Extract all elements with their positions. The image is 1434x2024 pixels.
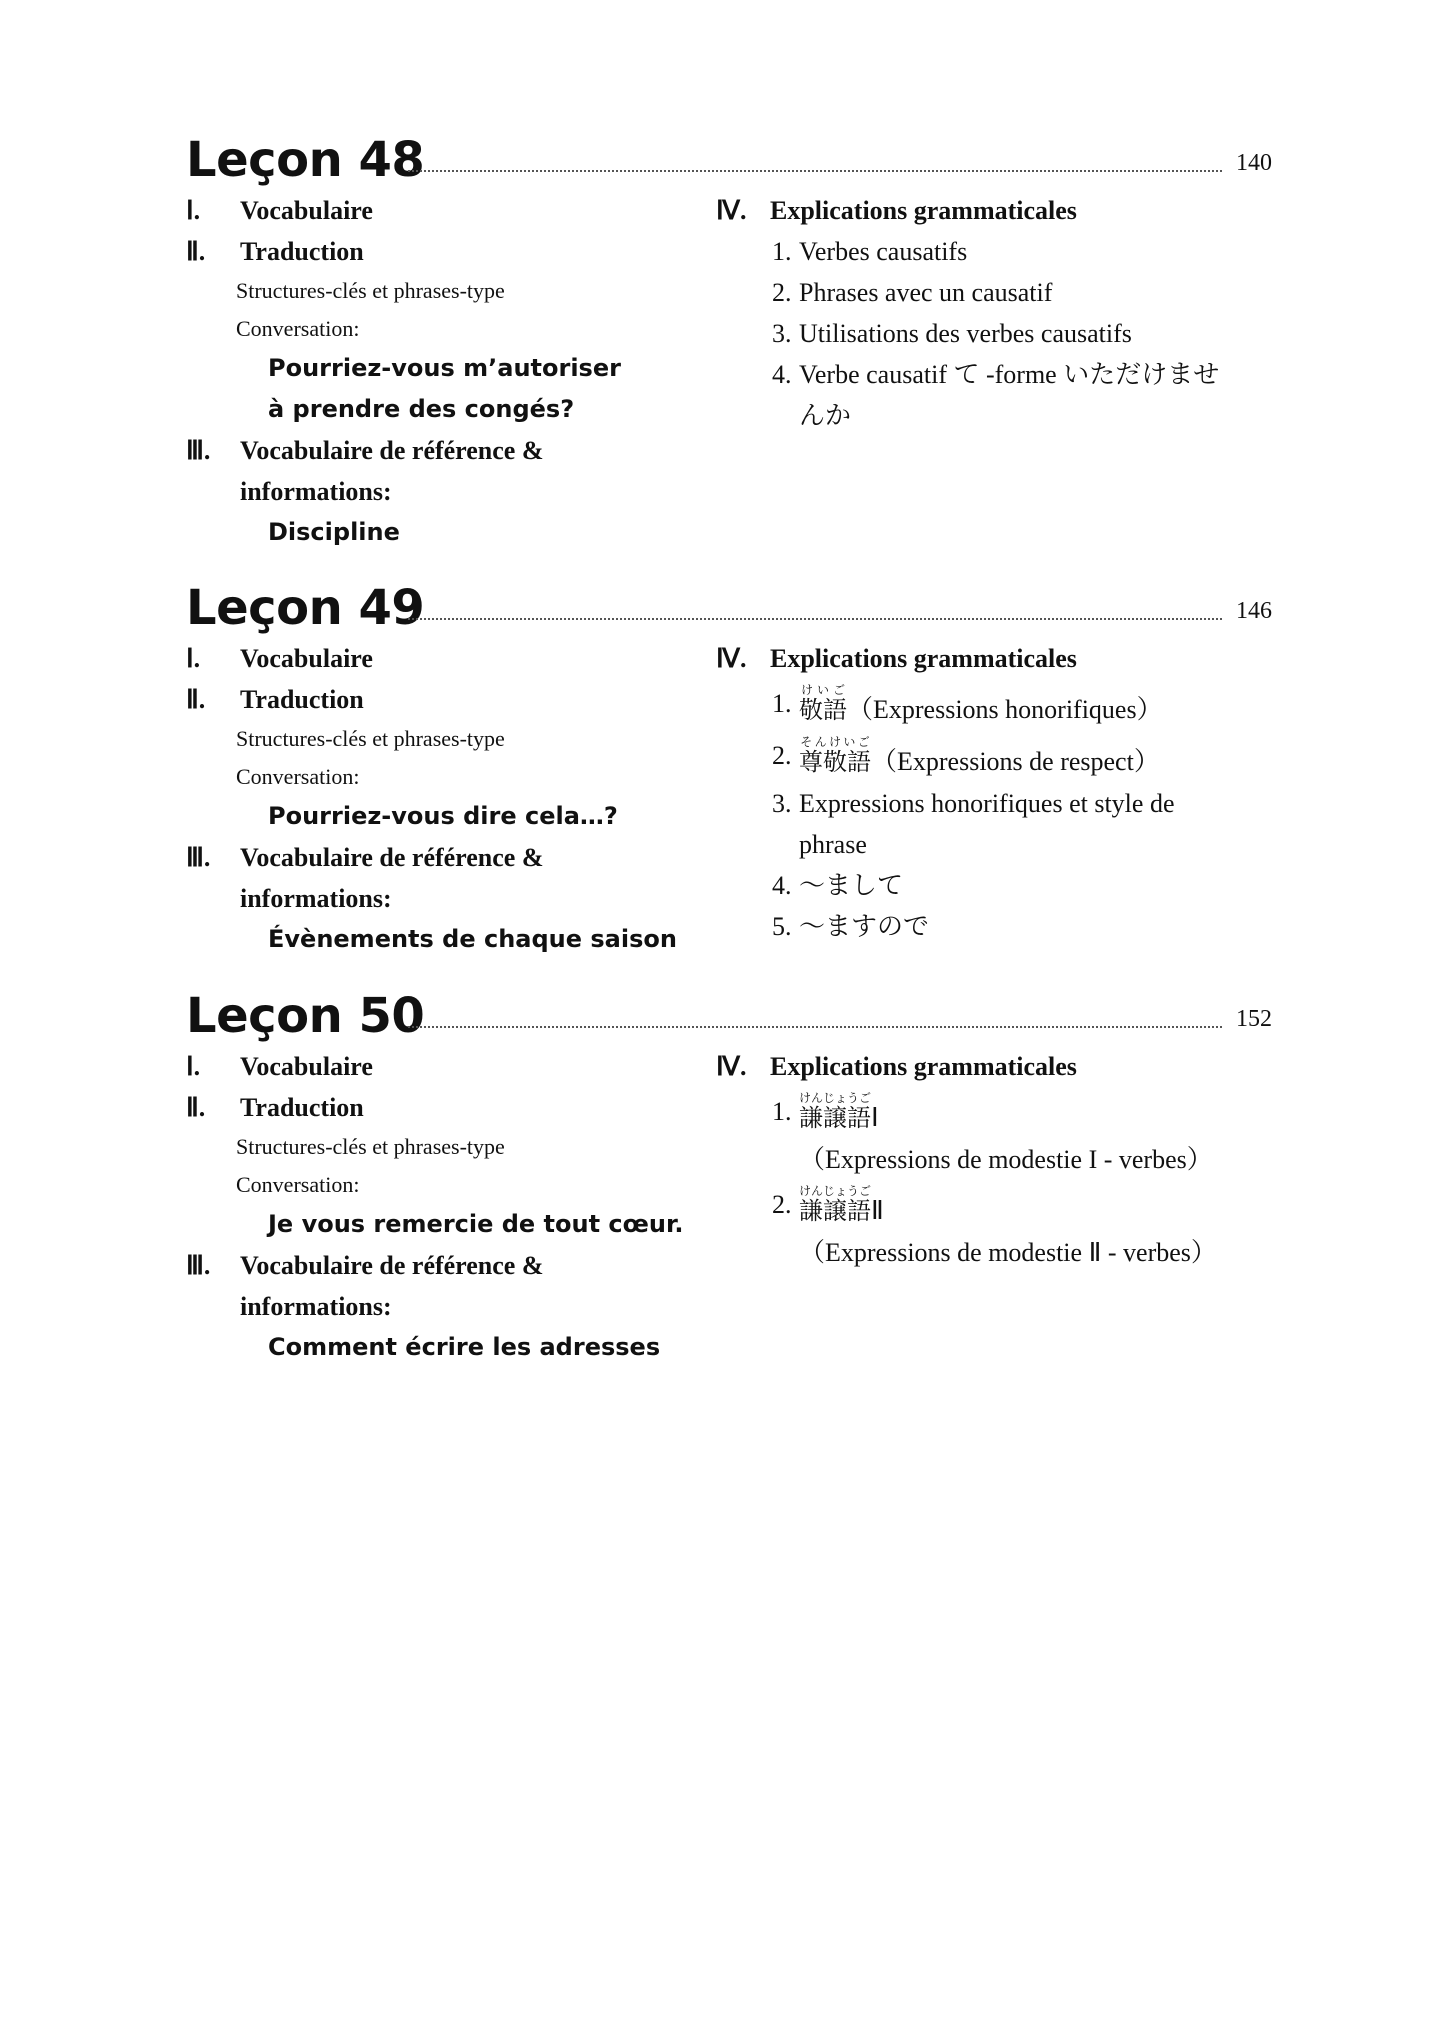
item-number: 1. xyxy=(772,689,792,718)
section-reference[interactable] xyxy=(186,837,706,878)
section-label: Explications grammaticales xyxy=(770,644,1077,673)
section-label: Traduction xyxy=(240,1093,364,1122)
grammar-item[interactable] xyxy=(716,865,1272,906)
section-number: Ⅳ. xyxy=(716,644,747,673)
item-number: 2. xyxy=(772,1190,792,1219)
section-vocabulaire[interactable] xyxy=(186,190,706,231)
reference-topic[interactable]: Comment écrire les adresses xyxy=(268,1333,661,1361)
section-grammaire[interactable] xyxy=(716,190,1272,231)
grammar-item[interactable] xyxy=(716,683,1272,731)
item-text: ～まして xyxy=(799,871,904,900)
item-text: Verbes causatifs xyxy=(799,237,968,266)
section-number: Ⅳ. xyxy=(716,1052,747,1081)
grammar-item[interactable] xyxy=(716,1091,1272,1180)
section-label: Vocabulaire de référence & xyxy=(240,843,544,872)
item-text: Phrases avec un causatif xyxy=(799,278,1053,307)
section-number: Ⅰ. xyxy=(186,1052,201,1081)
page-number[interactable]: 140 xyxy=(1236,150,1272,176)
kanji-term: 尊敬語そんけいご xyxy=(799,735,871,776)
section-number: Ⅳ. xyxy=(716,196,747,225)
item-number: 3. xyxy=(772,319,792,348)
section-label: Traduction xyxy=(240,237,364,266)
section-label: Vocabulaire xyxy=(240,1052,373,1081)
section-grammaire[interactable] xyxy=(716,638,1272,679)
furigana: そんけいご xyxy=(799,735,871,749)
section-number: Ⅲ. xyxy=(186,436,211,465)
left-column xyxy=(186,638,706,960)
section-vocabulaire[interactable] xyxy=(186,1046,706,1087)
item-number: 4. xyxy=(772,360,792,389)
page-number[interactable]: 146 xyxy=(1236,598,1272,624)
lesson-title[interactable]: Leçon 50 xyxy=(186,988,425,1044)
item-number: 3. xyxy=(772,789,792,818)
lesson-title[interactable]: Leçon 49 xyxy=(186,580,425,636)
item-number: 2. xyxy=(772,741,792,770)
conversation-label[interactable]: Conversation: xyxy=(236,1172,360,1197)
item-text: Utilisations des verbes causatifs xyxy=(799,319,1132,348)
conversation-title-line1[interactable]: Pourriez-vous m’autoriser xyxy=(268,354,621,382)
grammar-item[interactable] xyxy=(716,735,1272,783)
section-label: Vocabulaire xyxy=(240,644,373,673)
conversation-title-line2[interactable]: à prendre des congés? xyxy=(268,395,575,423)
item-text-cont: （Expressions de modestie I - verbes） xyxy=(799,1145,1213,1174)
item-text: ～ますので xyxy=(799,912,930,941)
left-column xyxy=(186,1046,706,1368)
kanji-term: 謙譲語けんじょうご xyxy=(799,1091,872,1132)
grammar-item[interactable] xyxy=(716,1184,1272,1273)
kanji-term: 謙譲語けんじょうご xyxy=(799,1184,872,1225)
section-number: Ⅱ. xyxy=(186,685,206,714)
grammar-item[interactable] xyxy=(716,354,1272,436)
furigana: けいご xyxy=(799,683,847,697)
structures-entry[interactable]: Structures-clés et phrases-type xyxy=(236,278,505,303)
section-traduction[interactable] xyxy=(186,231,706,272)
section-reference[interactable] xyxy=(186,1245,706,1286)
furigana: けんじょうご xyxy=(799,1091,872,1105)
conversation-label[interactable]: Conversation: xyxy=(236,764,360,789)
dot-leader xyxy=(408,170,1222,172)
dot-leader xyxy=(408,1026,1222,1028)
section-label: Vocabulaire xyxy=(240,196,373,225)
grammar-item[interactable] xyxy=(716,906,1272,947)
roman-suffix: Ⅱ xyxy=(871,1196,884,1225)
lesson-header xyxy=(186,986,1272,1046)
section-reference-cont: informations: xyxy=(240,884,392,913)
lesson-48 xyxy=(186,130,1272,546)
structures-entry[interactable]: Structures-clés et phrases-type xyxy=(236,1134,505,1159)
item-number: 2. xyxy=(772,278,792,307)
item-text: （Expressions de respect） xyxy=(871,747,1160,776)
conversation-title-line1[interactable]: Pourriez-vous dire cela…? xyxy=(268,802,618,830)
item-text: Expressions honorifiques et style de xyxy=(799,789,1175,818)
grammar-item[interactable] xyxy=(716,313,1272,354)
item-number: 4. xyxy=(772,871,792,900)
dot-leader xyxy=(408,618,1222,620)
item-text-cont: phrase xyxy=(799,830,867,859)
section-number: Ⅰ. xyxy=(186,644,201,673)
item-text-cont: んか xyxy=(799,401,852,430)
section-traduction[interactable] xyxy=(186,679,706,720)
right-column xyxy=(716,190,1272,436)
lesson-header xyxy=(186,130,1272,190)
section-number: Ⅰ. xyxy=(186,196,201,225)
furigana: けんじょうご xyxy=(799,1184,872,1198)
section-number: Ⅲ. xyxy=(186,843,211,872)
section-number: Ⅲ. xyxy=(186,1251,211,1280)
lesson-title[interactable]: Leçon 48 xyxy=(186,132,425,188)
section-vocabulaire[interactable] xyxy=(186,638,706,679)
item-number: 5. xyxy=(772,912,792,941)
grammar-item[interactable] xyxy=(716,272,1272,313)
section-label: Explications grammaticales xyxy=(770,1052,1077,1081)
lesson-49 xyxy=(186,578,1272,953)
roman-suffix: Ⅰ xyxy=(871,1103,879,1132)
section-number: Ⅱ. xyxy=(186,1093,206,1122)
section-number: Ⅱ. xyxy=(186,237,206,266)
section-label: Explications grammaticales xyxy=(770,196,1077,225)
conversation-title-line1[interactable]: Je vous remercie de tout cœur. xyxy=(268,1210,684,1238)
section-label: Vocabulaire de référence & xyxy=(240,1251,544,1280)
lesson-header xyxy=(186,578,1272,638)
section-grammaire[interactable] xyxy=(716,1046,1272,1087)
item-number: 1. xyxy=(772,1097,792,1126)
item-text: （Expressions honorifiques） xyxy=(847,695,1163,724)
right-column xyxy=(716,1046,1272,1273)
conversation-label[interactable]: Conversation: xyxy=(236,316,360,341)
item-text-cont: （Expressions de modestie Ⅱ - verbes） xyxy=(799,1238,1217,1267)
section-label: Traduction xyxy=(240,685,364,714)
page-number[interactable]: 152 xyxy=(1236,1006,1272,1032)
section-label: Vocabulaire de référence & xyxy=(240,436,544,465)
section-reference-cont: informations: xyxy=(240,1292,392,1321)
left-column xyxy=(186,190,706,553)
grammar-item[interactable] xyxy=(716,231,1272,272)
lesson-50 xyxy=(186,986,1272,1361)
structures-entry[interactable]: Structures-clés et phrases-type xyxy=(236,726,505,751)
item-number: 1. xyxy=(772,237,792,266)
reference-topic[interactable]: Discipline xyxy=(268,518,400,546)
grammar-item[interactable] xyxy=(716,783,1272,865)
item-text: Verbe causatif て -forme いただけませ xyxy=(799,360,1220,389)
reference-topic[interactable]: Évènements de chaque saison xyxy=(268,925,677,953)
section-reference-cont: informations: xyxy=(240,477,392,506)
right-column xyxy=(716,638,1272,947)
section-traduction[interactable] xyxy=(186,1087,706,1128)
section-reference[interactable] xyxy=(186,430,706,471)
kanji-term: 敬語けいご xyxy=(799,683,847,724)
